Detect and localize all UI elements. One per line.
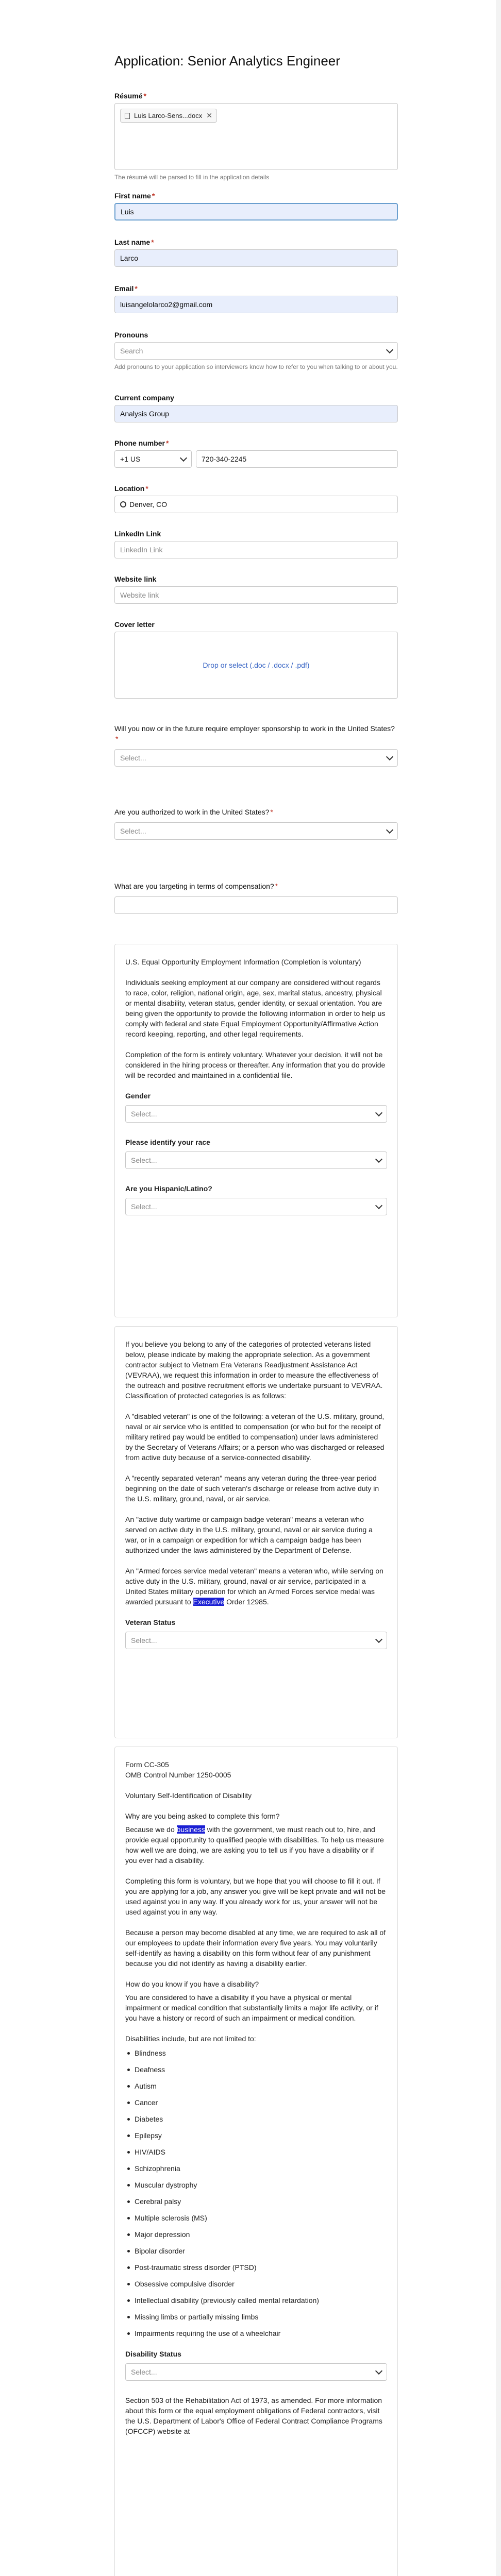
disability-list-item: Missing limbs or partially missing limbs <box>125 2312 387 2322</box>
authorized-field <box>114 807 398 840</box>
hispanic-label: Are you Hispanic/Latino? <box>125 1184 212 1193</box>
veteran-recent-def: A "recently separated veteran" means any veteran during the three-year period beginning on the date of such veteran's discharge or release from active duty in the U.S. military, ground, naval, or air service. <box>125 1474 379 1503</box>
authorized-question: Are you authorized to work in the United States? * <box>114 808 273 816</box>
country-code-select[interactable] <box>114 450 192 468</box>
chevron-down-icon <box>180 454 187 461</box>
sponsorship-select[interactable] <box>114 749 398 767</box>
disability-section503: Section 503 of the Rehabilitation Act of 1973, as amended. For more information about this form or the equal employment obligations of Federal contractors, visit the U.S. Department of Labor's Office of Federal Contract Compliance Programs (OFCCP) website at <box>125 2396 382 2435</box>
veteran-placeholder: Select... <box>131 1636 157 1645</box>
disability-list-item: Muscular dystrophy <box>125 2180 387 2190</box>
first-name-input[interactable] <box>114 203 398 221</box>
pronouns-select[interactable] <box>114 342 398 360</box>
website-field <box>114 575 398 604</box>
disability-list-item: Diabetes <box>125 2114 387 2124</box>
sponsorship-question-text: Will you now or in the future require employer sponsorship to work in the United States? <box>114 724 395 733</box>
email-value: luisangelolarco2@gmail.com <box>120 300 213 309</box>
last-name-label: Last name <box>114 238 151 246</box>
phone-row <box>114 450 398 468</box>
disability-p3: Because a person may become disabled at any time, we are required to ask all of our employees to update their information every five years. You may voluntarily self-identify as having a disability on this form without fear of any punishment because you did not identify as having a disability earlier. <box>125 1928 386 1968</box>
disability-list-item: Cerebral palsy <box>125 2196 387 2207</box>
chevron-down-icon <box>375 2367 382 2374</box>
scrollbar[interactable] <box>496 0 501 2576</box>
current-company-field <box>114 394 398 422</box>
cover-letter-field <box>114 620 398 699</box>
chevron-down-icon <box>375 1155 382 1162</box>
first-name-value: Luis <box>121 208 134 216</box>
sponsorship-placeholder: Select... <box>120 754 146 762</box>
resume-help: The résumé will be parsed to fill in the application details <box>114 174 270 181</box>
email-field: Email * luisangelolarco2@gmail.com <box>114 284 398 313</box>
resume-field: Résumé * Luis Larco-Sens...docx ✕ The résumé will be parsed to fill in the application details <box>114 92 398 181</box>
email-label: Email <box>114 284 134 293</box>
disability-list-item: Impairments requiring the use of a wheelchair <box>125 2328 387 2338</box>
disability-panel <box>114 1747 398 2576</box>
document-icon <box>125 113 130 119</box>
first-name-field: First name * Luis <box>114 192 398 221</box>
website-input[interactable] <box>114 586 398 604</box>
disability-omb: OMB Control Number 1250-0005 <box>125 1771 231 1779</box>
veteran-status-label: Veteran Status <box>125 1618 176 1626</box>
last-name-input[interactable] <box>114 249 398 267</box>
disability-list-item: Post-traumatic stress disorder (PTSD) <box>125 2262 387 2273</box>
gender-select[interactable] <box>125 1105 387 1123</box>
disability-highlight: business <box>176 1825 205 1834</box>
sponsorship-field <box>114 723 398 767</box>
website-label: Website link <box>114 575 157 583</box>
veteran-status-select[interactable] <box>125 1632 387 1649</box>
veteran-panel <box>114 1326 398 1738</box>
disability-why: Why are you being asked to complete this form? <box>125 1812 280 1820</box>
disability-list-intro: Disabilities include, but are not limited to: <box>125 2035 256 2043</box>
gender-label: Gender <box>125 1092 151 1100</box>
veteran-wartime-def: An "active duty wartime or campaign badge veteran" means a veteran who served on active duty in the U.S. military, ground, naval or air service during a war, or in a campaign or expedition for which a campaign badge has been authorized under the laws administered by the Department of Defense. <box>125 1515 373 1554</box>
last-name-field: Last name * Larco <box>114 238 398 267</box>
disability-p1-end: with the government, we must reach out to, hire, and provide equal opportunity to qualified people with disabilities. To help us measure how well we are doing, we are asking you to tell us if you have a disability or if you ever had a disability. <box>125 1825 384 1865</box>
disability-p1-start: Because we do <box>125 1825 177 1834</box>
race-label: Please identify your race <box>125 1138 210 1146</box>
phone-field: Phone number * +1 US 720-340-2245 <box>114 439 398 468</box>
phone-value: 720-340-2245 <box>202 455 247 463</box>
hispanic-placeholder: Select... <box>131 1202 157 1211</box>
current-company-input[interactable] <box>114 405 398 422</box>
sponsorship-question: Will you now or in the future require employer sponsorship to work in the United States?* <box>114 724 395 743</box>
page-title: Application: Senior Analytics Engineer <box>114 53 340 69</box>
website-placeholder: Website link <box>120 591 159 599</box>
chevron-down-icon <box>375 1635 382 1642</box>
resume-file-name: Luis Larco-Sens...docx <box>134 112 203 120</box>
disability-list <box>125 2048 387 2338</box>
disability-form-number: Form CC-305 <box>125 1760 169 1769</box>
disability-list-item: HIV/AIDS <box>125 2147 387 2157</box>
linkedin-placeholder: LinkedIn Link <box>120 546 163 554</box>
disability-p2: Completing this form is voluntary, but we hope that you will choose to fill it out. If you are applying for a job, any answer you give will be kept private and will not be used against you in any way. If you already work for us, your answer will not be used against you in any way. <box>125 1877 386 1916</box>
resume-upload-box[interactable] <box>114 103 398 170</box>
cover-letter-dropzone[interactable] <box>114 632 398 699</box>
disability-list-item: Major depression <box>125 2229 387 2240</box>
race-select[interactable] <box>125 1151 387 1169</box>
disability-list-item: Epilepsy <box>125 2130 387 2141</box>
disability-list-item: Autism <box>125 2081 387 2091</box>
disability-status-label: Disability Status <box>125 2350 181 2358</box>
pronouns-label: Pronouns <box>114 331 148 339</box>
chevron-down-icon <box>375 1109 382 1116</box>
linkedin-field <box>114 530 398 558</box>
country-code-value: +1 US <box>120 455 141 463</box>
phone-label: Phone number <box>114 439 165 447</box>
veteran-highlight: Executive <box>193 1598 225 1606</box>
chevron-down-icon <box>375 1201 382 1209</box>
phone-input[interactable] <box>196 450 398 468</box>
race-placeholder: Select... <box>131 1156 157 1164</box>
disability-list-item: Obsessive compulsive disorder <box>125 2279 387 2289</box>
disability-p1 <box>125 1824 387 1866</box>
linkedin-input[interactable] <box>114 541 398 558</box>
pronouns-placeholder: Search <box>120 347 143 355</box>
disability-how: How do you know if you have a disability? <box>125 1980 259 1988</box>
compensation-question-text: What are you targeting in terms of compensation? <box>114 882 274 890</box>
gender-placeholder: Select... <box>131 1110 157 1118</box>
hispanic-select[interactable] <box>125 1198 387 1215</box>
cover-letter-label: Cover letter <box>114 620 155 629</box>
resume-file-chip <box>120 109 217 123</box>
disability-list-item: Bipolar disorder <box>125 2246 387 2256</box>
location-label: Location <box>114 484 145 493</box>
chevron-down-icon <box>386 753 393 760</box>
disability-p4: You are considered to have a disability if you have a physical or mental impairment or medical condition that substantially limits a major life activity, or if you have a history or record of such an impairment or medical condition. <box>125 1993 378 2022</box>
authorized-placeholder: Select... <box>120 827 146 835</box>
linkedin-label: LinkedIn Link <box>114 530 161 538</box>
disability-list-item: Intellectual disability (previously called mental retardation) <box>125 2295 387 2306</box>
compensation-input[interactable] <box>114 896 398 914</box>
disability-list-item: Cancer <box>125 2097 387 2108</box>
first-name-label: First name <box>114 192 151 200</box>
disability-status-select[interactable] <box>125 2363 387 2381</box>
compensation-question: What are you targeting in terms of compensation? * <box>114 882 278 890</box>
veteran-medal-def <box>125 1566 387 1607</box>
disability-list-item: Deafness <box>125 2064 387 2075</box>
authorized-question-text: Are you authorized to work in the United States? <box>114 808 270 816</box>
resume-label: Résumé <box>114 92 143 100</box>
veteran-medal-text: An "Armed forces service medal veteran" means a veteran who, while serving on active duty in the U.S. military, ground, naval or air service, participated in a United States military operation for which an Armed Forces service medal was awarded pursuant to <box>125 1567 383 1606</box>
disability-placeholder: Select... <box>131 2368 157 2376</box>
remove-file-icon[interactable]: ✕ <box>206 111 212 120</box>
disability-list-item: Schizophrenia <box>125 2163 387 2174</box>
veteran-intro: If you believe you belong to any of the categories of protected veterans listed below, please indicate by making the appropriate selection. As a government contractor subject to Vietnam Era Veterans Readjustment Assistance Act (VEVRAA), we request this information in order to measure the effectiveness of the outreach and positive recruitment efforts we undertake pursuant to VEVRAA. Classification of protected categories is as follows: <box>125 1340 383 1400</box>
eeo-intro: U.S. Equal Opportunity Employment Information (Completion is voluntary) <box>125 958 361 966</box>
location-field: Location * Denver, CO <box>114 484 398 513</box>
location-input[interactable] <box>114 496 398 513</box>
chevron-down-icon <box>386 346 393 353</box>
last-name-value: Larco <box>120 254 139 262</box>
veteran-medal-tail: Order 12985. <box>224 1598 269 1606</box>
veteran-disabled-def: A "disabled veteran" is one of the following: a veteran of the U.S. military, ground, naval or air service who is entitled to compensation (or who but for the receipt of military retired pay would be entitled to compensation) under laws administered by the Secretary of Veterans Affairs; or a person who was discharged or released from active duty because of a service-connected disability. <box>125 1412 385 1462</box>
email-input[interactable] <box>114 296 398 313</box>
location-value: Denver, CO <box>129 500 168 509</box>
eeo-confidential: Completion of the form is entirely voluntary. Whatever your decision, it will not be considered in the hiring process or thereafter. Any information that you do provide will be recorded and maintained in a confidential file. <box>125 1050 386 1079</box>
compensation-field <box>114 881 398 914</box>
eeo-body: Individuals seeking employment at our company are considered without regards to race, color, religion, national origin, age, sex, marital status, ancestry, physical or mental disability, veteran status, gender identity, or sexual orientation. You are being given the opportunity to provide the following information in order to help us comply with federal and state Equal Employment Opportunity/Affirmative Action record keeping, reporting, and other legal requirements. <box>125 978 386 1038</box>
eeo-panel <box>114 944 398 1317</box>
authorized-select[interactable] <box>114 822 398 840</box>
chevron-down-icon <box>386 826 393 833</box>
cover-letter-drop-text: Drop or select (.doc / .docx / .pdf) <box>203 661 310 669</box>
pronouns-field <box>114 331 398 371</box>
disability-list-item: Multiple sclerosis (MS) <box>125 2213 387 2223</box>
pronouns-help: Add pronouns to your application so interviewers know how to refer to you when talking to or about you. <box>114 363 398 370</box>
disability-list-item: Blindness <box>125 2048 387 2058</box>
disability-title: Voluntary Self-Identification of Disability <box>125 1791 252 1800</box>
current-company-value: Analysis Group <box>120 410 169 418</box>
location-pin-icon <box>120 501 126 507</box>
current-company-label: Current company <box>114 394 174 402</box>
